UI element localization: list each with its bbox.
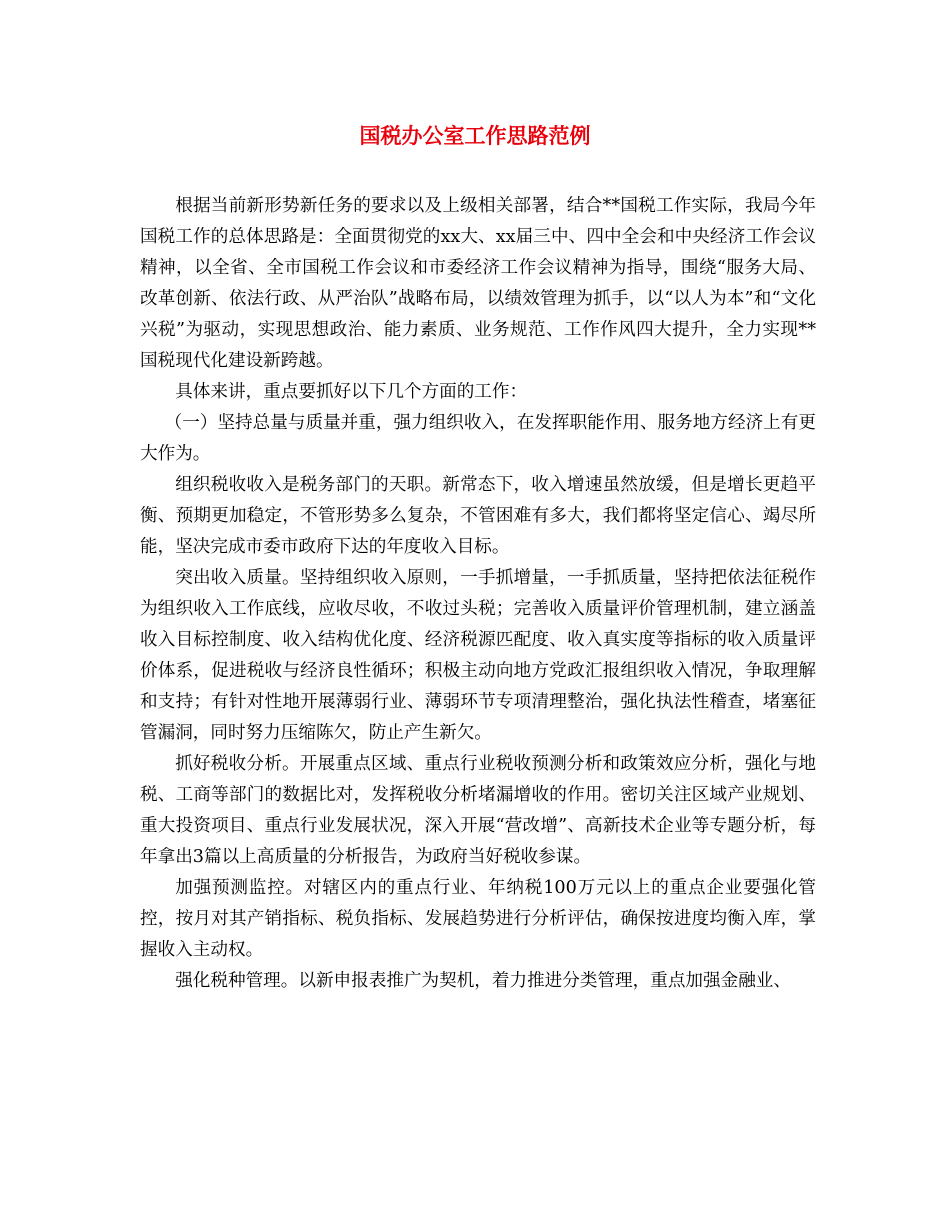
- paragraph-tax-duty: 组织税收收入是税务部门的天职。新常态下，收入增速虽然放缓，但是增长更趋平衡、预期更加稳定，不管形势多么复杂，不管困难有多大，我们都将坚定信心、竭尽所能，坚决完成市委市政府下达的年度收入目标。: [140, 475, 816, 557]
- section-heading-1: （一）坚持总量与质量并重，强力组织收入，在发挥职能作用、服务地方经济上有更大作为。: [140, 413, 816, 464]
- document-title: 国税办公室工作思路范例: [359, 123, 591, 148]
- paragraph-forecast-monitoring: 加强预测监控。对辖区内的重点行业、年纳税100万元以上的重点企业要强化管控，按月对其产销指标、税负指标、发展趋势进行分析评估，确保按进度均衡入库，掌握收入主动权。: [140, 878, 816, 960]
- paragraph-revenue-quality: 突出收入质量。坚持组织收入原则，一手抓增量，一手抓质量，坚持把依法征税作为组织收入工作底线，应收尽收，不收过头税；完善收入质量评价管理机制，建立涵盖收入目标控制度、收入结构优化度、经济税源匹配度、收入真实度等指标的收入质量评价体系，促进税收与经济良性循环；积极主动向地方党政汇报组织收入情况，争取理解和支持；有针对性地开展薄弱行业、薄弱环节专项清理整治，强化执法性稽查，堵塞征管漏洞，同时努力压缩陈欠，防止产生新欠。: [140, 568, 816, 743]
- paragraph-intro: 根据当前新形势新任务的要求以及上级相关部署，结合**国税工作实际，我局今年国税工作的总体思路是：全面贯彻党的xx大、xx届三中、四中全会和中央经济工作会议精神，以全省、全市国税工作会议和市委经济工作会议精神为指导，围绕“服务大局、改革创新、依法行政、从严治队”战略布局，以绩效管理为抓手，以“以人为本”和“文化兴税”为驱动，实现思想政治、能力素质、业务规范、工作作风四大提升，全力实现**国税现代化建设新跨越。: [140, 196, 816, 371]
- document-body: [140, 191, 816, 997]
- paragraph-tax-analysis: 抓好税收分析。开展重点区域、重点行业税收预测分析和政策效应分析，强化与地税、工商等部门的数据比对，发挥税收分析堵漏增收的作用。密切关注区域产业规划、重大投资项目、重点行业发展状况，深入开展“营改增”、高新技术企业等专题分析，每年拿出3篇以上高质量的分析报告，为政府当好税收参谋。: [140, 754, 816, 867]
- paragraph-lead-in: 具体来讲，重点要抓好以下几个方面的工作：: [175, 382, 528, 402]
- paragraph-tax-category-management: 强化税种管理。以新申报表推广为契机，着力推进分类管理，重点加强金融业、: [175, 971, 791, 991]
